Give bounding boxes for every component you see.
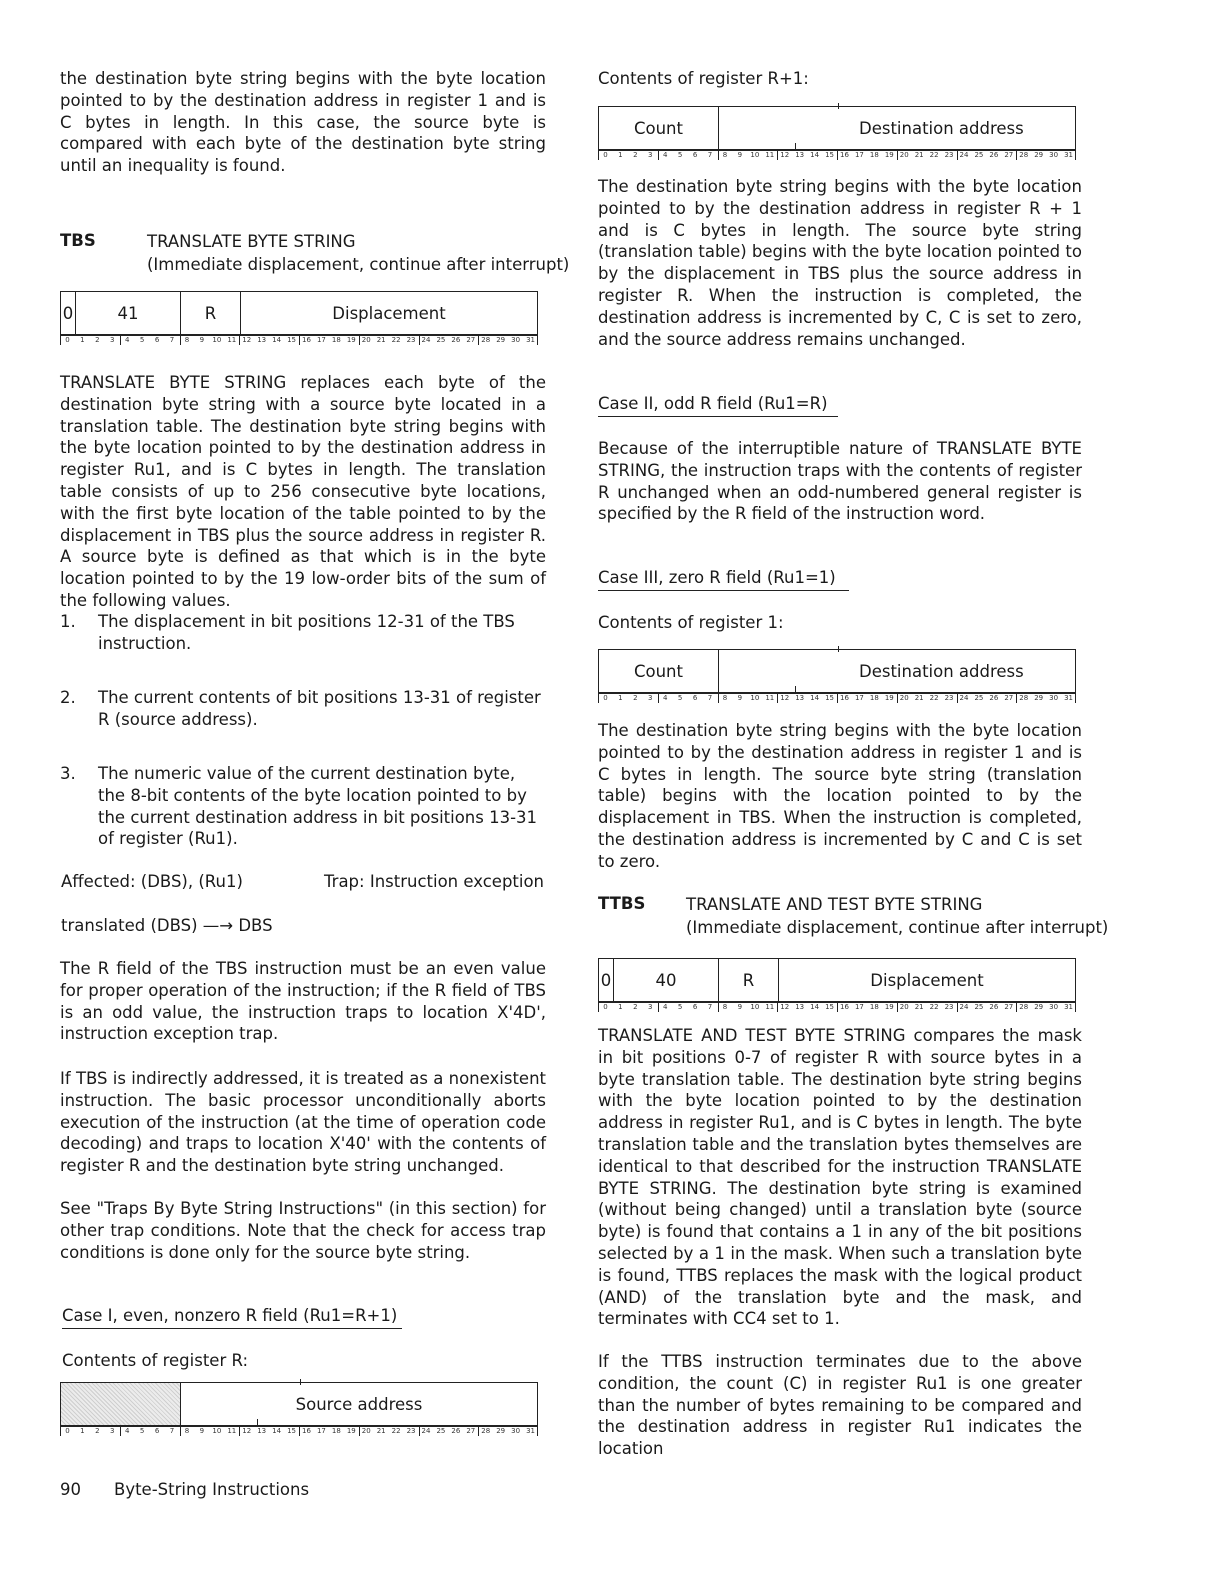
bit-group-separator (658, 1002, 659, 1012)
tbs-description: TRANSLATE BYTE STRING replaces each byte of the destination byte string with a source byte located in a translation table. The destination byte string begins with the byte location pointed to by the destination address in register Ru1, and is C bytes in length. The translation table consists of up to 256 consecutive byte locations, with the first byte location of the table pointed to by the displacement in TBS plus the source address in register R. A source byte is defined as that which is in the byte location pointed to by the 19 low-order bits of the sum of the following values. (60, 373, 546, 610)
bit-number: 24 (421, 1427, 431, 1435)
bit-group-separator (478, 1426, 479, 1436)
bit-number: 25 (436, 336, 446, 344)
case3-heading: Case III, zero R field (Ru1=1) (598, 568, 849, 591)
bit-number: 22 (929, 151, 939, 159)
bit-group-separator (718, 693, 719, 703)
bit-group-separator (419, 335, 420, 345)
register-1-format (598, 649, 1076, 693)
case2-text: Because of the interruptible nature of TRANSLATE BYTE STRING, the instruction traps with the contents of register R unchanged when an odd-numbered general register is specified by the R field of the instruction word. (598, 439, 1082, 524)
bit-number: 14 (810, 694, 820, 702)
bit-group-separator (598, 1002, 599, 1012)
indirect-note: If TBS is indirectly addressed, it is treated as a nonexistent instruction. The basic processor unconditionally aborts execution of the instruction (at the time of operation code decoding) and traps to location X'40' with the contents of register R and the destination byte string unchanged. (60, 1069, 546, 1176)
bit-number: 13 (795, 151, 805, 159)
bit-group-separator (359, 1426, 360, 1436)
bit0-cell: 0 (599, 959, 614, 1001)
displacement-cell: Displacement (870, 970, 984, 990)
bit-number: 20 (899, 1003, 909, 1011)
bit-number: 30 (1049, 151, 1059, 159)
bit-group-separator (478, 335, 479, 345)
bit-group-separator (777, 693, 778, 703)
bit-number: 25 (974, 1003, 984, 1011)
bit-number: 24 (959, 151, 969, 159)
bit-number: 11 (227, 1427, 237, 1435)
source-address-cell: Source address (295, 1394, 423, 1414)
bit-number: 8 (722, 694, 728, 702)
bit-number: 6 (692, 694, 698, 702)
bit-number: 26 (989, 1003, 999, 1011)
ttbs-format-diagram (598, 958, 1076, 1002)
bit-number: 26 (989, 151, 999, 159)
bit-group-separator (718, 1002, 719, 1012)
bit-group-separator (239, 1426, 240, 1436)
bit-number: 23 (406, 1427, 416, 1435)
bit-number: 10 (212, 1427, 222, 1435)
bit-number: 15 (287, 336, 296, 344)
page-number: 90 (60, 1480, 81, 1499)
r-field-note: The R field of the TBS instruction must be an even value for proper operation of the instruction; if the R field of TBS is an odd value, the instruction traps to location X'4D', instruction exception trap. (60, 959, 546, 1044)
list-number: 3. (60, 764, 76, 783)
bit-number: 19 (884, 694, 894, 702)
bit-number: 16 (840, 151, 849, 159)
bit-group-separator (359, 335, 360, 345)
bit-number: 7 (169, 1427, 175, 1435)
bit-number: 1 (80, 336, 85, 344)
bit-number: 28 (1019, 151, 1029, 159)
bit-number: 26 (989, 694, 999, 702)
bit-number: 21 (914, 694, 924, 702)
list-number: 2. (60, 688, 76, 707)
bit-number: 23 (944, 694, 954, 702)
bit-number: 27 (466, 336, 476, 344)
bit-number: 2 (95, 336, 100, 344)
bit-number: 11 (227, 336, 237, 344)
bit-number: 8 (722, 1003, 728, 1011)
unused-shaded-cell (61, 1383, 181, 1425)
bit-number: 12 (242, 1427, 252, 1435)
bit-number: 8 (184, 1427, 190, 1435)
bit-number: 8 (722, 151, 728, 159)
bit-number: 21 (376, 1427, 386, 1435)
bit-number: 13 (795, 1003, 805, 1011)
bit-number: 26 (451, 336, 461, 344)
bit-group-separator (419, 1426, 420, 1436)
bit-number: 31 (1064, 1003, 1073, 1011)
bit-number: 0 (603, 151, 608, 159)
bit-number: 7 (707, 1003, 713, 1011)
bit-group-separator (1016, 1002, 1017, 1012)
bit-number: 5 (139, 1427, 145, 1435)
displacement-cell: Displacement (332, 303, 446, 323)
bit-number: 22 (391, 336, 401, 344)
bit-number: 7 (707, 151, 713, 159)
destination-address-cell: Destination address (859, 661, 1024, 681)
register-rplus1-format (598, 106, 1076, 150)
bit-group-separator (299, 1426, 300, 1436)
bit-number: 28 (1019, 1003, 1029, 1011)
bit-number: 3 (648, 694, 653, 702)
bit-number: 4 (662, 694, 668, 702)
ttbs-description: TRANSLATE AND TEST BYTE STRING compares the mask in bit positions 0-7 of register R with source bytes in a byte translation table. The destination byte string begins with the byte location pointed to by the destination address in register Ru1, and is C bytes in length. The byte translation table and the translation bytes themselves are identical to that described for the instruction TRANSLATE BYTE STRING. The destination byte string is examined (without being changed) until a translation byte (source byte) is found that contains a 1 in any of the bit positions selected by a 1 in the mask. When such a translation byte is found, TTBS replaces the mask with the logical product (AND) of the translation byte and the mask, and terminates with CC4 set to 1. (598, 1026, 1082, 1329)
bit-number: 3 (648, 151, 653, 159)
ttbs-subtitle: (Immediate displacement, continue after interrupt) (686, 918, 1109, 937)
bit-number: 13 (257, 1427, 267, 1435)
bit-group-separator (537, 1426, 538, 1436)
list-number: 1. (60, 612, 76, 631)
bit-number: 28 (1019, 694, 1029, 702)
bit-number: 6 (692, 151, 698, 159)
bit-number: 25 (436, 1427, 446, 1435)
translated-line: translated (DBS) —→ DBS (61, 916, 273, 935)
trap-line: Trap: Instruction exception (324, 872, 545, 891)
bit-group-separator (598, 693, 599, 703)
case2-heading: Case II, odd R field (Ru1=R) (598, 394, 838, 417)
bit-number: 30 (1049, 694, 1059, 702)
bit-number: 21 (914, 151, 924, 159)
bit-number: 25 (974, 151, 984, 159)
tbs-title: TRANSLATE BYTE STRING (147, 232, 356, 251)
case1-description: The destination byte string begins with the byte location pointed to by the destination address in register R + 1 and is C bytes in length. The source byte string (translation table) begins with the byte location pointed to by the displacement in TBS plus the source address in register R. When the instruction is completed, the destination address is incremented by C, C is set to zero, and the source address remains unchanged. (598, 177, 1082, 349)
bit-number: 31 (1064, 694, 1073, 702)
bit-number: 10 (750, 694, 760, 702)
bit-group-separator (120, 1426, 121, 1436)
bit-group-separator (60, 335, 61, 345)
bit-number: 3 (648, 1003, 653, 1011)
bit-number: 9 (199, 1427, 205, 1435)
bit-number: 30 (511, 336, 521, 344)
bit-group-separator (777, 1002, 778, 1012)
bit-number: 27 (1004, 1003, 1014, 1011)
bit-number: 15 (825, 151, 834, 159)
bit-group-separator (658, 693, 659, 703)
bit-group-separator (598, 150, 599, 160)
bit-number: 12 (780, 694, 790, 702)
bit-group-separator (180, 335, 181, 345)
bit-number: 9 (199, 336, 205, 344)
bit-number: 23 (944, 1003, 954, 1011)
bit-group-separator (837, 693, 838, 703)
r-cell: R (719, 959, 779, 1001)
bit-number: 6 (154, 336, 160, 344)
bit-number: 19 (346, 1427, 356, 1435)
bit-number: 9 (737, 1003, 743, 1011)
bit-number: 6 (692, 1003, 698, 1011)
bit-number: 20 (899, 151, 909, 159)
bit-group-separator (957, 150, 958, 160)
opcode-cell: 40 (614, 959, 719, 1001)
bit-group-separator (120, 335, 121, 345)
bit-group-separator (957, 1002, 958, 1012)
bit-scale (598, 1002, 1076, 1013)
tbs-subtitle: (Immediate displacement, continue after interrupt) (147, 255, 570, 274)
bit-scale (598, 693, 1076, 704)
destination-address-cell: Destination address (859, 118, 1024, 138)
bit0-cell: 0 (61, 292, 76, 334)
bit-group-separator (658, 150, 659, 160)
bit-number: 24 (421, 336, 431, 344)
bit-number: 28 (481, 336, 491, 344)
bit-number: 5 (677, 1003, 683, 1011)
bit-number: 26 (451, 1427, 461, 1435)
tbs-mnemonic: TBS (60, 231, 96, 250)
count-cell: Count (599, 107, 719, 149)
bit-group-separator (897, 1002, 898, 1012)
bit-number: 14 (272, 336, 282, 344)
bit-number: 25 (974, 694, 984, 702)
bit-number: 29 (496, 1427, 506, 1435)
bit-number: 3 (110, 1427, 115, 1435)
bit-number: 11 (765, 1003, 775, 1011)
case3-contents-label: Contents of register 1: (598, 613, 784, 632)
bit-number: 0 (603, 694, 608, 702)
bit-number: 4 (124, 1427, 130, 1435)
tbs-format-diagram (60, 291, 538, 335)
list-text: The numeric value of the current destination byte, the 8-bit contents of the byte location pointed to by the current destination address in bit positions 13-31 of register (Ru1). (98, 764, 538, 849)
bit-number: 5 (677, 151, 683, 159)
bit-number: 23 (406, 336, 416, 344)
bit-number: 12 (242, 336, 252, 344)
list-item (60, 611, 546, 655)
bit-number: 31 (1064, 151, 1073, 159)
bit-number: 9 (737, 694, 743, 702)
bit-number: 19 (346, 336, 356, 344)
bit-number: 19 (884, 1003, 894, 1011)
bit-number: 17 (316, 1427, 326, 1435)
bit-number: 24 (959, 1003, 969, 1011)
bit-group-separator (1075, 1002, 1076, 1012)
bit-group-separator (1075, 693, 1076, 703)
bit-number: 0 (65, 336, 70, 344)
bit-number: 27 (466, 1427, 476, 1435)
bit-number: 2 (633, 1003, 638, 1011)
opcode-cell: 41 (76, 292, 181, 334)
bit-number: 20 (361, 336, 371, 344)
bit-number: 19 (884, 151, 894, 159)
bit-number: 29 (496, 336, 506, 344)
bit-number: 22 (391, 1427, 401, 1435)
bit-group-separator (1016, 693, 1017, 703)
bit-number: 1 (618, 151, 623, 159)
case3-text: The destination byte string begins with the byte location pointed to by the destination address in register 1 and is C bytes in length. The source byte string (translation table) begins with the location pointed to by the displacement in TBS. When the instruction is completed, the destination address is incremented by C and C is set to zero. (598, 721, 1082, 871)
bit-group-separator (897, 693, 898, 703)
bit-number: 24 (959, 694, 969, 702)
bit-number: 13 (257, 336, 267, 344)
count-cell: Count (599, 650, 719, 692)
list-item (60, 687, 546, 731)
bit-group-separator (1016, 150, 1017, 160)
bit-number: 2 (633, 694, 638, 702)
bit-number: 15 (825, 694, 834, 702)
bit-number: 29 (1034, 1003, 1044, 1011)
bit-number: 15 (825, 1003, 834, 1011)
bit-number: 16 (302, 336, 311, 344)
bit-group-separator (1075, 150, 1076, 160)
bit-number: 18 (869, 694, 879, 702)
list-item (60, 763, 546, 851)
page-footer (60, 1480, 309, 1499)
bit-number: 17 (854, 694, 864, 702)
bit-number: 18 (331, 336, 341, 344)
bit-number: 20 (361, 1427, 371, 1435)
bit-number: 4 (124, 336, 130, 344)
ttbs-mnemonic: TTBS (598, 894, 646, 913)
bit-group-separator (718, 150, 719, 160)
affected-line: Affected: (DBS), (Ru1) (61, 872, 243, 891)
bit-number: 15 (287, 1427, 296, 1435)
bit-number: 28 (481, 1427, 491, 1435)
bit-group-separator (957, 693, 958, 703)
bit-number: 17 (316, 336, 326, 344)
bit-number: 17 (854, 1003, 864, 1011)
bit-group-separator (60, 1426, 61, 1436)
bit-number: 31 (526, 1427, 535, 1435)
list-text: The current contents of bit positions 13-31 of register R (source address). (98, 688, 541, 729)
bit-number: 16 (840, 1003, 849, 1011)
bit-number: 23 (944, 151, 954, 159)
bit-number: 18 (869, 151, 879, 159)
bit-number: 5 (677, 694, 683, 702)
bit-scale (598, 150, 1076, 161)
bit-number: 0 (603, 1003, 608, 1011)
bit-number: 30 (1049, 1003, 1059, 1011)
bit-number: 18 (869, 1003, 879, 1011)
r-cell: R (181, 292, 241, 334)
bit-number: 4 (662, 151, 668, 159)
bit-number: 2 (95, 1427, 100, 1435)
case1-contents-label: Contents of register R: (62, 1351, 249, 1370)
bit-number: 16 (302, 1427, 311, 1435)
bit-number: 31 (526, 336, 535, 344)
ttbs-title: TRANSLATE AND TEST BYTE STRING (686, 895, 983, 914)
bit-group-separator (299, 335, 300, 345)
bit-number: 22 (929, 1003, 939, 1011)
bit-number: 7 (169, 336, 175, 344)
bit-number: 11 (765, 151, 775, 159)
bit-number: 14 (272, 1427, 282, 1435)
bit-number: 7 (707, 694, 713, 702)
bit-group-separator (777, 150, 778, 160)
register-r-format (60, 1382, 538, 1426)
bit-group-separator (897, 150, 898, 160)
bit-number: 11 (765, 694, 775, 702)
bit-number: 29 (1034, 151, 1044, 159)
bit-number: 27 (1004, 151, 1014, 159)
bit-number: 14 (810, 1003, 820, 1011)
bit-number: 30 (511, 1427, 521, 1435)
bit-number: 10 (750, 151, 760, 159)
bit-number: 9 (737, 151, 743, 159)
bit-group-separator (837, 1002, 838, 1012)
bit-number: 1 (618, 694, 623, 702)
bit-number: 3 (110, 336, 115, 344)
bit-group-separator (537, 335, 538, 345)
section-name: Byte-String Instructions (114, 1480, 310, 1499)
bit-number: 6 (154, 1427, 160, 1435)
bit-number: 12 (780, 1003, 790, 1011)
bit-number: 10 (212, 336, 222, 344)
case1-heading: Case I, even, nonzero R field (Ru1=R+1) (62, 1306, 402, 1329)
bit-number: 2 (633, 151, 638, 159)
bit-number: 18 (331, 1427, 341, 1435)
bit-number: 17 (854, 151, 864, 159)
bit-number: 21 (376, 336, 386, 344)
bit-number: 20 (899, 694, 909, 702)
bit-number: 22 (929, 694, 939, 702)
see-note: See "Traps By Byte String Instructions" (in this section) for other trap conditions. Note that the check for access trap conditions is done only for the source byte string. (60, 1199, 546, 1262)
bit-number: 5 (139, 336, 145, 344)
bit-number: 21 (914, 1003, 924, 1011)
bit-group-separator (239, 335, 240, 345)
bit-number: 0 (65, 1427, 70, 1435)
bit-number: 27 (1004, 694, 1014, 702)
bit-number: 12 (780, 151, 790, 159)
list-text: The displacement in bit positions 12-31 of the TBS instruction. (98, 612, 515, 653)
bit-number: 16 (840, 694, 849, 702)
intro-paragraph: the destination byte string begins with the byte location pointed to by the destination address in register 1 and is C bytes in length. In this case, the source byte is compared with each byte of the destination byte string until an inequality is found. (60, 69, 546, 176)
bit-number: 10 (750, 1003, 760, 1011)
rplus1-label: Contents of register R+1: (598, 69, 809, 88)
bit-number: 1 (80, 1427, 85, 1435)
bit-scale (60, 335, 538, 346)
bit-number: 29 (1034, 694, 1044, 702)
bit-number: 4 (662, 1003, 668, 1011)
bit-number: 13 (795, 694, 805, 702)
bit-group-separator (837, 150, 838, 160)
bit-group-separator (180, 1426, 181, 1436)
ttbs-continuation: If the TTBS instruction terminates due to the above condition, the count (C) in register Ru1 is one greater than the number of bytes remaining to be compared and the destination address in register Ru1 indicates the location (598, 1352, 1082, 1459)
bit-number: 1 (618, 1003, 623, 1011)
bit-number: 8 (184, 336, 190, 344)
bit-scale (60, 1426, 538, 1437)
bit-number: 14 (810, 151, 820, 159)
